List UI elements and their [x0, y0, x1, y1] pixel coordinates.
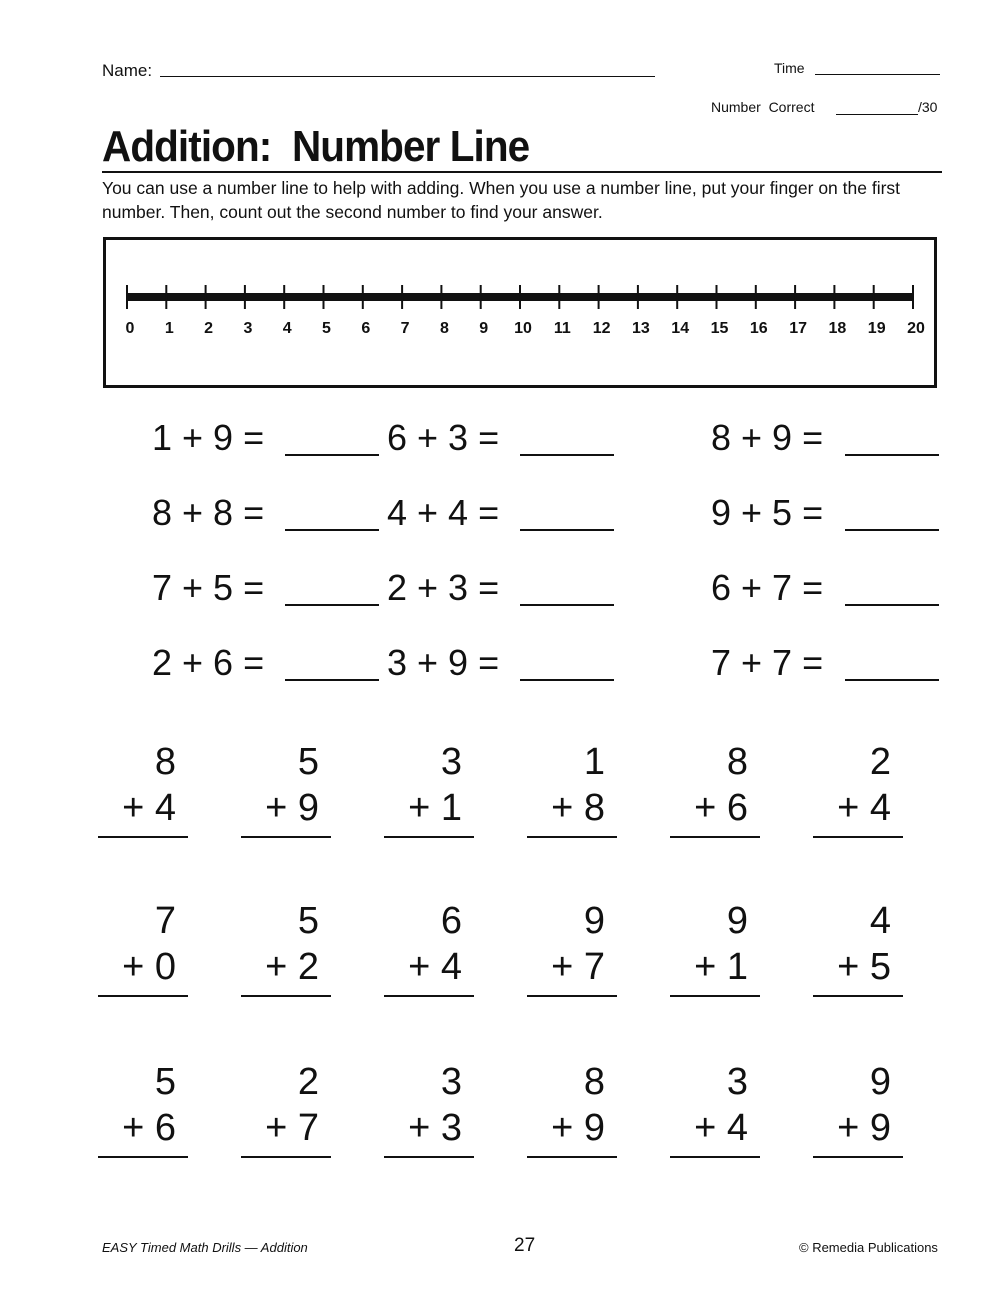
addend-bottom: + 2	[265, 946, 319, 988]
addition-equation: 8 + 8 =	[152, 492, 265, 533]
answer-line[interactable]	[384, 1156, 474, 1158]
page-title: Addition: Number Line	[102, 122, 530, 171]
number-line-label: 1	[164, 320, 174, 337]
number-line-label: 3	[243, 320, 253, 337]
addition-equation: 2 + 3 =	[387, 567, 500, 608]
answer-blank[interactable]	[845, 529, 939, 531]
answer-line[interactable]	[241, 1156, 331, 1158]
number-line-label: 11	[553, 320, 571, 337]
addend-top: 8	[154, 741, 176, 783]
name-label: Name:	[102, 61, 153, 80]
addend-top: 6	[440, 900, 462, 942]
answer-line[interactable]	[98, 836, 188, 838]
answer-line[interactable]	[670, 836, 760, 838]
answer-blank[interactable]	[520, 454, 614, 456]
number-line-label: 15	[710, 320, 729, 337]
number-line-label: 4	[282, 320, 292, 337]
addition-equation: 2 + 6 =	[152, 642, 265, 683]
number-line-label: 6	[361, 320, 371, 337]
addend-bottom: + 1	[694, 946, 748, 988]
addend-top: 1	[583, 741, 605, 783]
addend-bottom: + 4	[837, 787, 891, 829]
number-correct-total: /30	[918, 99, 938, 115]
addend-top: 9	[869, 1061, 891, 1103]
addition-equation: 3 + 9 =	[387, 642, 500, 683]
addend-top: 9	[583, 900, 605, 942]
addend-top: 5	[297, 900, 319, 942]
answer-line[interactable]	[527, 1156, 617, 1158]
number-line-label: 20	[907, 320, 925, 337]
answer-line[interactable]	[384, 995, 474, 997]
number-line-label: 16	[749, 320, 768, 337]
addend-bottom: + 5	[837, 946, 891, 988]
answer-line[interactable]	[813, 995, 903, 997]
addition-equation: 6 + 7 =	[711, 567, 824, 608]
answer-blank[interactable]	[520, 604, 614, 606]
number-line-label: 18	[828, 320, 847, 337]
answer-line[interactable]	[527, 995, 617, 997]
answer-blank[interactable]	[520, 529, 614, 531]
addition-equation: 1 + 9 =	[152, 417, 265, 458]
answer-line[interactable]	[98, 1156, 188, 1158]
answer-line[interactable]	[813, 836, 903, 838]
answer-line[interactable]	[527, 836, 617, 838]
addition-equation: 4 + 4 =	[387, 492, 500, 533]
addend-bottom: + 3	[408, 1107, 462, 1149]
answer-line[interactable]	[98, 995, 188, 997]
number-line-label: 14	[671, 320, 690, 337]
addend-top: 2	[869, 741, 891, 783]
number-correct-label: Number Correct	[711, 99, 815, 115]
answer-blank[interactable]	[285, 454, 379, 456]
addend-bottom: + 4	[122, 787, 176, 829]
addend-top: 8	[583, 1061, 605, 1103]
answer-line[interactable]	[241, 995, 331, 997]
number-line-label: 10	[514, 320, 532, 337]
time-label: Time	[774, 60, 805, 76]
addend-top: 5	[297, 741, 319, 783]
number-line-label: 7	[400, 320, 410, 337]
addition-equation: 7 + 7 =	[711, 642, 824, 683]
number-line-label: 12	[592, 320, 611, 337]
answer-line[interactable]	[670, 995, 760, 997]
answer-blank[interactable]	[845, 604, 939, 606]
addition-equation: 7 + 5 =	[152, 567, 265, 608]
addition-equation: 8 + 9 =	[711, 417, 824, 458]
number-line-label: 5	[322, 320, 331, 337]
page-number: 27	[514, 1235, 536, 1256]
number-line-label: 9	[479, 320, 489, 337]
answer-line[interactable]	[670, 1156, 760, 1158]
addend-bottom: + 1	[408, 787, 462, 829]
answer-blank[interactable]	[285, 679, 379, 681]
addend-top: 2	[297, 1061, 319, 1103]
addition-equation: 9 + 5 =	[711, 492, 824, 533]
answer-line[interactable]	[813, 1156, 903, 1158]
addend-top: 3	[440, 741, 462, 783]
addend-bottom: + 6	[694, 787, 748, 829]
answer-blank[interactable]	[285, 604, 379, 606]
addend-top: 8	[726, 741, 748, 783]
footer-publisher: © Remedia Publications	[799, 1240, 938, 1255]
addend-bottom: + 0	[122, 946, 176, 988]
addend-bottom: + 9	[837, 1107, 891, 1149]
addend-top: 3	[440, 1061, 462, 1103]
number-line-label: 2	[204, 320, 214, 337]
answer-blank[interactable]	[285, 529, 379, 531]
footer-book-title: EASY Timed Math Drills — Addition	[102, 1240, 308, 1255]
addend-top: 7	[154, 900, 176, 942]
addition-equation: 6 + 3 =	[387, 417, 500, 458]
addend-top: 4	[869, 900, 891, 942]
addend-bottom: + 6	[122, 1107, 176, 1149]
answer-blank[interactable]	[845, 679, 939, 681]
addend-bottom: + 8	[551, 787, 605, 829]
addend-bottom: + 4	[408, 946, 462, 988]
number-line-label: 19	[867, 320, 886, 337]
answer-blank[interactable]	[845, 454, 939, 456]
number-line-label: 17	[789, 320, 807, 337]
answer-line[interactable]	[241, 836, 331, 838]
number-line-label: 8	[439, 320, 449, 337]
addend-top: 3	[726, 1061, 748, 1103]
addend-bottom: + 9	[265, 787, 319, 829]
number-line-label: 0	[125, 320, 135, 337]
addend-top: 5	[154, 1061, 176, 1103]
instructions-text: You can use a number line to help with adding. When you use a number line, put your finger on the first number. Then, count out the second number to find your answer.	[102, 178, 901, 222]
addend-bottom: + 9	[551, 1107, 605, 1149]
addend-bottom: + 7	[551, 946, 605, 988]
number-line-label: 13	[632, 320, 650, 337]
addend-top: 9	[726, 900, 748, 942]
addend-bottom: + 7	[265, 1107, 319, 1149]
addend-bottom: + 4	[694, 1107, 748, 1149]
answer-blank[interactable]	[520, 679, 614, 681]
answer-line[interactable]	[384, 836, 474, 838]
number-line	[0, 0, 1000, 400]
